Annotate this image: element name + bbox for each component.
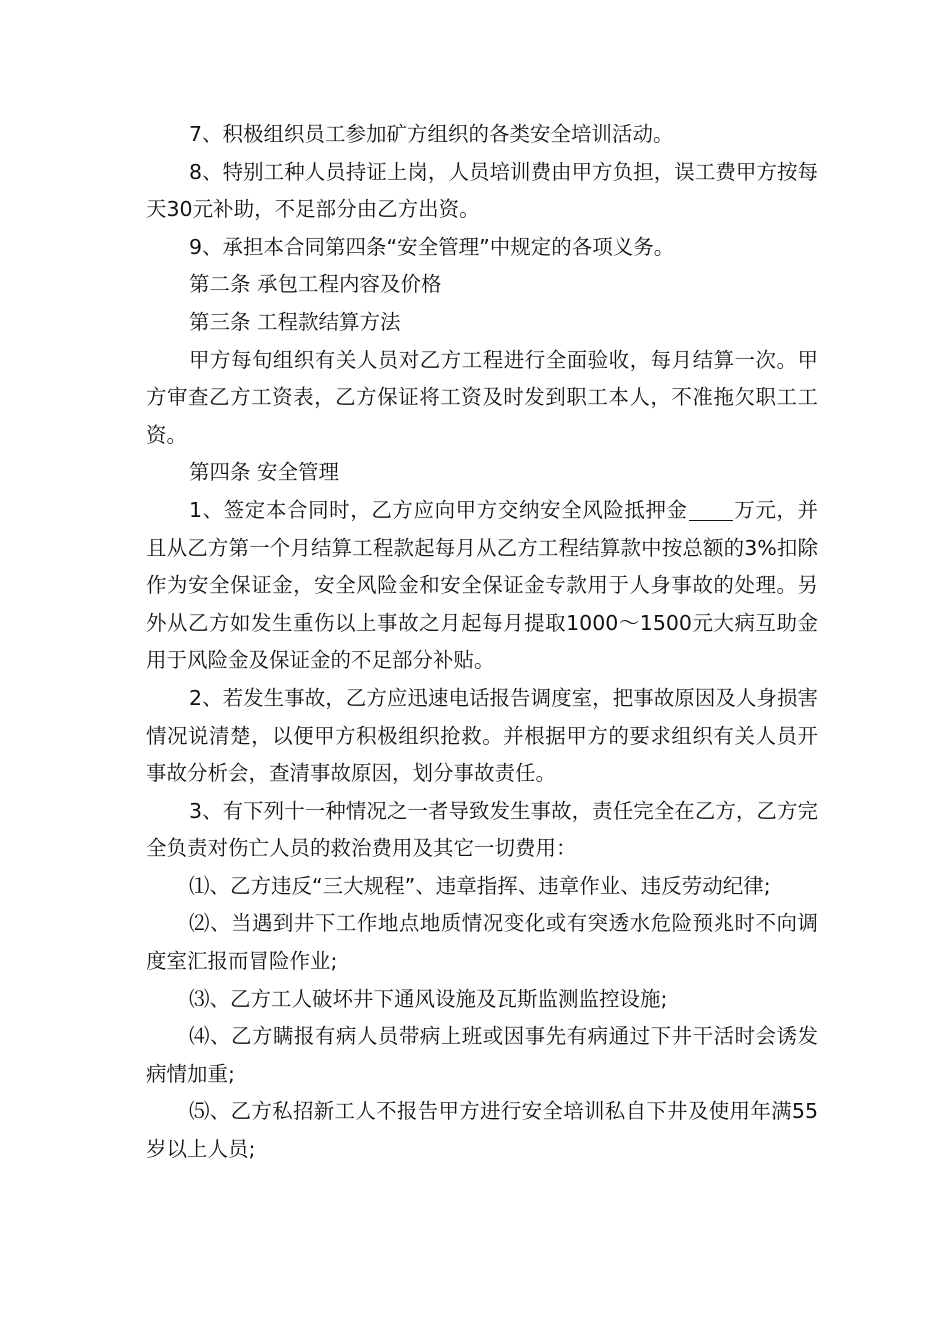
- clause-1-text-before: 1、签定本合同时，乙方应向甲方交纳安全风险抵押金: [189, 497, 688, 522]
- article-4-heading: 第四条 安全管理: [189, 460, 340, 485]
- settlement-paragraph: 甲方每旬组织有关人员对乙方工程进行全面验收，每月结算一次。甲方审查乙方工资表，乙方保证将工资及时发到职工本人，不准拖欠职工工资。: [146, 347, 818, 447]
- sub-item-2: ⑵、当遇到井下工作地点地质情况变化或有突透水危险预兆时不向调度室汇报而冒险作业;: [146, 911, 818, 974]
- safety-clause-2: 2、若发生事故，乙方应迅速电话报告调度室，把事故原因及人身损害情况说清楚，以便甲方积极组织抢救。并根据甲方的要求组织有关人员开事故分析会，查清事故原因，划分事故责任。: [146, 685, 818, 786]
- paragraph-item-9: 9、承担本合同第四条“安全管理”中规定的各项义务。: [189, 234, 675, 259]
- article-3-heading: 第三条 工程款结算方法: [189, 309, 401, 334]
- deposit-amount-blank: [689, 498, 733, 521]
- sub-item-1: ⑴、乙方违反“三大规程”、违章指挥、违章作业、违反劳动纪律;: [189, 873, 771, 898]
- article-2-heading: 第二条 承包工程内容及价格: [189, 272, 442, 297]
- safety-clause-1: [146, 492, 818, 680]
- sub-item-3: ⑶、乙方工人破坏井下通风设施及瓦斯监测监控设施;: [189, 986, 668, 1011]
- paragraph-item-8: 8、特别工种人员持证上岗，人员培训费由甲方负担，误工费甲方按每天30元补助，不足部分由乙方出资。: [146, 159, 818, 222]
- paragraph-item-7: 7、积极组织员工参加矿方组织的各类安全培训活动。: [189, 122, 674, 146]
- clause-1-text-after: 万元，并且从乙方第一个月结算工程款起每月从乙方工程结算款中按总额的3%扣除作为安全保证金，安全风险金和安全保证金专款用于人身事故的处理。另外从乙方如发生重伤以上事故之月起每月提取1000～1500元大病互助金用于风险金及保证金的不足部分补贴。: [146, 497, 819, 673]
- sub-item-5: ⑸、乙方私招新工人不报告甲方进行安全培训私自下井及使用年满55岁以上人员;: [146, 1099, 818, 1162]
- safety-clause-3: 3、有下列十一种情况之一者导致发生事故，责任完全在乙方，乙方完全负责对伤亡人员的救治费用及其它一切费用：: [146, 798, 818, 861]
- document-body: [146, 116, 818, 1169]
- sub-item-4: ⑷、乙方瞒报有病人员带病上班或因事先有病通过下井干活时会诱发病情加重;: [146, 1024, 818, 1086]
